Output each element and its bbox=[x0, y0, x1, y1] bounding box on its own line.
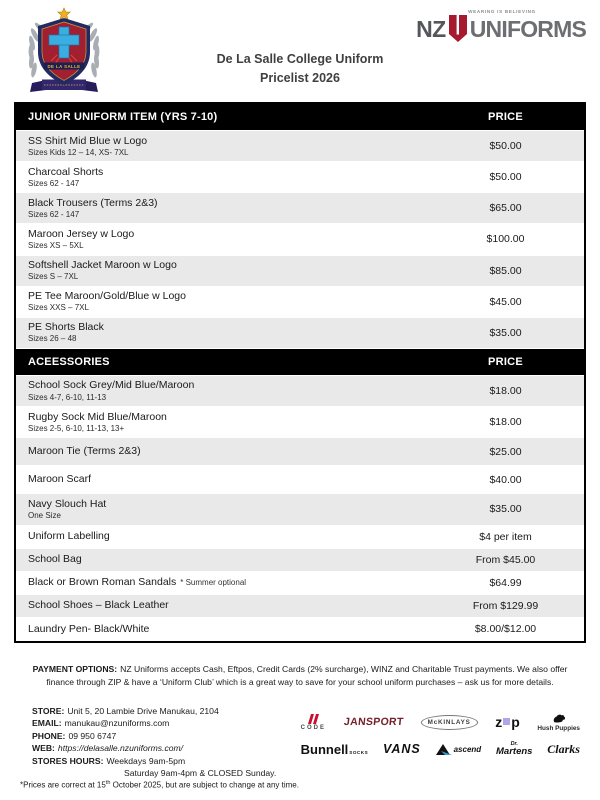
item-name: PE Shorts Black bbox=[28, 321, 104, 334]
item-price: $50.00 bbox=[489, 140, 522, 153]
table-row bbox=[16, 131, 584, 162]
email-line: EMAIL: manukau@nzuniforms.com bbox=[32, 718, 170, 729]
item-price: $35.00 bbox=[489, 503, 522, 516]
nz-uniforms-shield-icon bbox=[448, 15, 468, 43]
table-row bbox=[16, 162, 584, 193]
table-row bbox=[16, 318, 584, 349]
nz-uniforms-logo bbox=[416, 9, 586, 43]
item-sizes: Sizes 26 – 48 bbox=[28, 334, 77, 344]
price-table bbox=[14, 102, 586, 643]
item-sizes: Sizes XXS – 7XL bbox=[28, 303, 89, 313]
item-name: Softshell Jacket Maroon w Logo bbox=[28, 259, 177, 271]
item-sizes: Sizes 4-7, 6-10, 11-13 bbox=[28, 392, 107, 402]
item-name: Maroon Jersey w Logo bbox=[28, 227, 135, 240]
item-price: $45.00 bbox=[489, 295, 522, 308]
item-name: Rugby Sock Mid Blue/Maroon bbox=[28, 410, 167, 423]
mckinlays-logo: McKINLAYS bbox=[421, 715, 478, 730]
hours-weekday: Weekdays 9am-5pm bbox=[106, 755, 186, 766]
hours-weekend: Saturday 9am-4pm & CLOSED Sunday. bbox=[124, 768, 277, 779]
jansport-logo: JANSPORT bbox=[342, 716, 404, 729]
code-stripes-icon bbox=[307, 714, 319, 724]
item-price: $18.00 bbox=[489, 384, 522, 397]
table-row bbox=[16, 572, 584, 595]
item-price: $35.00 bbox=[489, 326, 522, 339]
item-sizes: Sizes 62 - 147 bbox=[28, 178, 80, 188]
table-row bbox=[16, 407, 584, 438]
item-name: Black Trousers (Terms 2&3) bbox=[28, 196, 158, 209]
item-price: From $129.99 bbox=[472, 599, 539, 612]
payment-options-text: NZ Uniforms accepts Cash, Eftpos, Credit Cards (2% surcharge), WINZ and Charitable Trust payments. We also offer finance through ZIP & have a ‘Uniform Club’ which is a great way to save for your school uniform purchases – ask us for more details. bbox=[46, 664, 568, 688]
price-disclaimer: *Prices are correct at 15th October 2025, but are subject to change at any time. bbox=[20, 780, 299, 790]
section-header-junior bbox=[16, 104, 584, 131]
table-row bbox=[16, 595, 584, 618]
item-name: Maroon Tie (Terms 2&3) bbox=[28, 445, 141, 458]
payment-options bbox=[30, 663, 570, 689]
page-header bbox=[0, 0, 600, 100]
nz-logo-nz-text: NZ bbox=[416, 15, 446, 42]
table-row bbox=[16, 256, 584, 287]
item-price: $40.00 bbox=[489, 473, 522, 486]
table-row bbox=[16, 438, 584, 466]
item-price: $4 per item bbox=[479, 530, 532, 543]
footer bbox=[32, 705, 580, 780]
item-name: Uniform Labelling bbox=[28, 530, 110, 542]
item-name: School Sock Grey/Mid Blue/Maroon bbox=[28, 379, 195, 392]
ascend-logo: ascend bbox=[436, 744, 482, 755]
payment-options-label: PAYMENT OPTIONS: bbox=[32, 664, 118, 675]
dr-martens-logo: Dr. Martens bbox=[496, 740, 533, 758]
phone-number: 09 950 6747 bbox=[68, 730, 117, 741]
email-address[interactable]: manukau@nzuniforms.com bbox=[64, 718, 170, 729]
section-header-accessories bbox=[16, 349, 584, 376]
item-sizes: Sizes Kids 12 – 14, XS- 7XL bbox=[28, 147, 129, 157]
item-name: Laundry Pen- Black/White bbox=[28, 622, 150, 635]
item-name: Black or Brown Roman Sandals bbox=[28, 576, 177, 589]
item-name: School Shoes – Black Leather bbox=[28, 599, 169, 612]
item-name: SS Shirt Mid Blue w Logo bbox=[28, 134, 148, 147]
item-note: * Summer optional bbox=[180, 578, 247, 588]
item-name: Maroon Scarf bbox=[28, 473, 92, 486]
table-row bbox=[16, 287, 584, 318]
crest-school-name: DE LA SALLE bbox=[47, 63, 81, 69]
zip-square-icon bbox=[503, 718, 510, 725]
table-row bbox=[16, 376, 584, 407]
item-sizes: Sizes S – 7XL bbox=[28, 272, 79, 282]
bunnell-logo: Bunnell SOCKS bbox=[300, 741, 369, 757]
nz-logo-uniforms-text: UNIFORMS bbox=[469, 15, 586, 42]
phone-line: PHONE: 09 950 6747 bbox=[32, 730, 117, 741]
item-price: $100.00 bbox=[486, 233, 525, 246]
star-icon bbox=[58, 8, 70, 20]
table-row bbox=[16, 466, 584, 494]
item-name: School Bag bbox=[28, 553, 82, 566]
junior-rows bbox=[16, 131, 584, 349]
item-price: From $45.00 bbox=[475, 553, 536, 566]
accessories-rows bbox=[16, 376, 584, 641]
item-name: Navy Slouch Hat bbox=[28, 497, 107, 510]
table-row bbox=[16, 494, 584, 525]
clarks-logo: Clarks bbox=[547, 741, 580, 756]
item-price: $50.00 bbox=[489, 171, 522, 184]
web-line: WEB: https://delasalle.nzuniforms.com/ bbox=[32, 743, 184, 754]
item-price: $64.99 bbox=[489, 576, 522, 589]
item-sizes: Sizes XS – 5XL bbox=[28, 241, 84, 250]
price-column-header: PRICE bbox=[487, 355, 524, 368]
vans-logo: VANS bbox=[382, 742, 421, 757]
item-name: Charcoal Shorts bbox=[28, 165, 104, 178]
section-title: ACEESSORIES bbox=[28, 355, 110, 368]
store-address: Unit 5, 20 Lambie Drive Manukau, 2104 bbox=[67, 705, 219, 716]
title-line-2: Pricelist 2026 bbox=[260, 70, 340, 85]
table-row bbox=[16, 618, 584, 641]
school-crest bbox=[20, 6, 108, 99]
item-name: PE Tee Maroon/Gold/Blue w Logo bbox=[28, 290, 186, 303]
mountain-icon bbox=[436, 744, 452, 755]
item-price: $65.00 bbox=[489, 202, 522, 215]
item-price: $25.00 bbox=[489, 445, 522, 458]
item-price: $18.00 bbox=[489, 416, 522, 429]
section-title: JUNIOR UNIFORM ITEM (YRS 7-10) bbox=[28, 111, 218, 123]
zip-logo: z p bbox=[495, 714, 520, 731]
hours-line: STORES HOURS: Weekdays 9am-5pm bbox=[32, 755, 186, 766]
hush-puppies-logo: Hush Puppies bbox=[537, 713, 580, 732]
code-logo: CODE bbox=[301, 714, 326, 731]
item-price: $85.00 bbox=[489, 264, 522, 277]
table-row bbox=[16, 193, 584, 224]
table-row bbox=[16, 526, 584, 549]
store-line: STORE: Unit 5, 20 Lambie Drive Manukau, 2104 bbox=[32, 705, 219, 716]
price-column-header: PRICE bbox=[487, 111, 524, 123]
item-sizes: Sizes 2-5, 6-10, 11-13, 13+ bbox=[28, 423, 125, 433]
store-info bbox=[32, 705, 301, 780]
de-la-salle-crest-icon bbox=[20, 6, 108, 94]
nz-uniforms-tagline: WEARING IS BELIEVING bbox=[468, 9, 536, 14]
title-line-1: De La Salle College Uniform bbox=[216, 52, 384, 66]
website-url[interactable]: https://delasalle.nzuniforms.com/ bbox=[57, 743, 184, 754]
item-price: $8.00/$12.00 bbox=[474, 623, 537, 636]
table-row bbox=[16, 549, 584, 572]
brand-logos bbox=[301, 705, 580, 780]
dog-icon bbox=[552, 713, 566, 724]
item-sizes: Sizes 62 - 147 bbox=[28, 209, 80, 219]
table-row bbox=[16, 224, 584, 255]
item-sizes: One Size bbox=[28, 511, 61, 520]
